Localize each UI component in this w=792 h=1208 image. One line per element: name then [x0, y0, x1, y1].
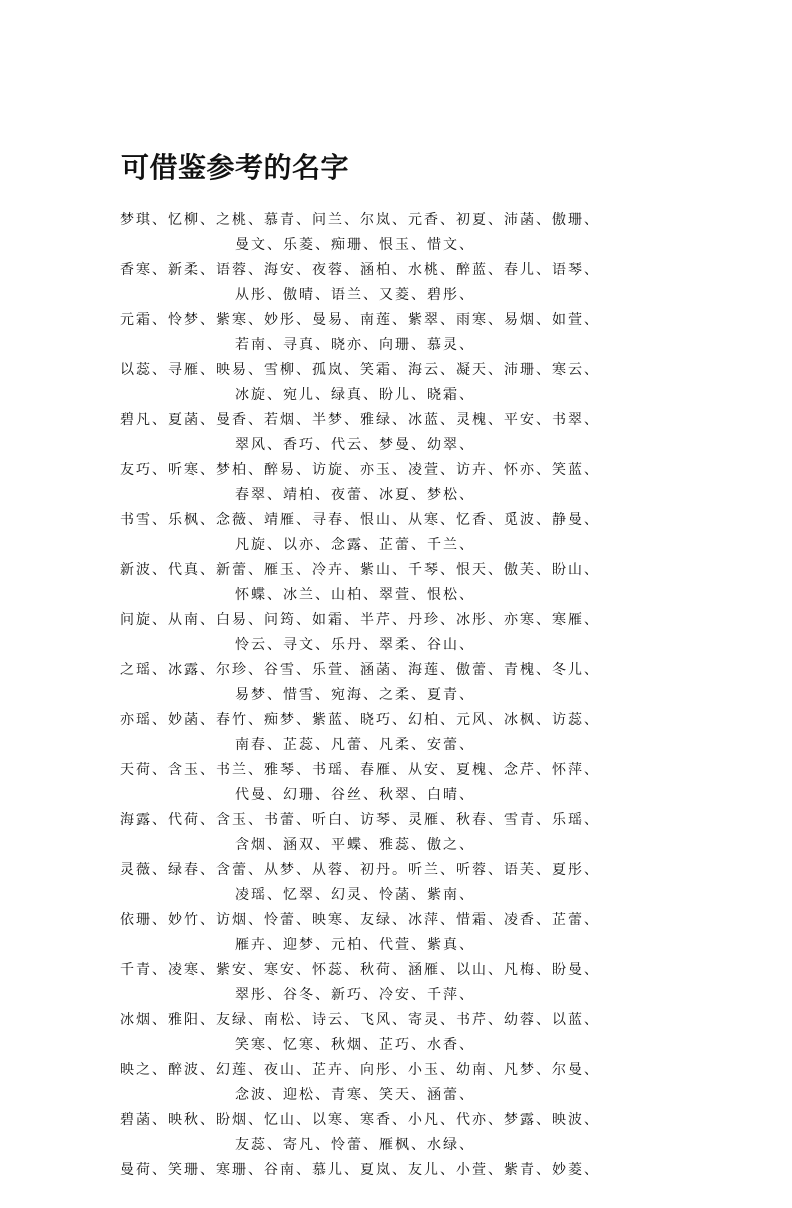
name-line-second: 冰旋、宛儿、绿真、盼儿、晓霜、 — [235, 386, 475, 403]
page-title: 可借鉴参考的名字 — [121, 151, 350, 184]
name-line-second: 凡旋、以亦、念露、芷蕾、千兰、 — [235, 536, 475, 553]
name-entry — [120, 558, 680, 608]
name-line-first: 书雪、乐枫、念薇、靖雁、寻春、恨山、从寒、忆香、觅波、静曼、 — [120, 512, 600, 528]
name-line-second: 代曼、幻珊、谷丝、秋翠、白晴、 — [235, 786, 475, 803]
name-line-first: 问旋、从南、白易、问筠、如霜、半芹、丹珍、冰彤、亦寒、寒雁、 — [120, 612, 600, 628]
name-line-first: 碧凡、夏菡、曼香、若烟、半梦、雅绿、冰蓝、灵槐、平安、书翠、 — [120, 412, 600, 428]
name-line-second: 友蕊、寄凡、怜蕾、雁枫、水绿、 — [235, 1136, 475, 1153]
name-entry — [120, 208, 680, 258]
name-line-first: 香寒、新柔、语蓉、海安、夜蓉、涵柏、水桃、醉蓝、春儿、语琴、 — [120, 262, 600, 278]
name-entry — [120, 858, 680, 908]
name-entry — [120, 708, 680, 758]
name-line-first: 曼荷、笑珊、寒珊、谷南、慕儿、夏岚、友儿、小萱、紫青、妙菱、 — [120, 1162, 600, 1178]
name-entry — [120, 258, 680, 308]
name-line-second: 怀蝶、冰兰、山柏、翠萱、恨松、 — [235, 586, 475, 603]
name-entry — [120, 1058, 680, 1108]
name-entry — [120, 958, 680, 1008]
name-line-first: 海露、代荷、含玉、书蕾、听白、访琴、灵雁、秋春、雪青、乐瑶、 — [120, 812, 600, 828]
name-line-first: 依珊、妙竹、访烟、怜蕾、映寒、友绿、冰萍、惜霜、凌香、芷蕾、 — [120, 912, 600, 928]
name-entry — [120, 658, 680, 708]
name-line-first: 映之、醉波、幻莲、夜山、芷卉、向彤、小玉、幼南、凡梦、尔曼、 — [120, 1062, 600, 1078]
name-line-first: 冰烟、雅阳、友绿、南松、诗云、飞风、寄灵、书芹、幼蓉、以蓝、 — [120, 1012, 600, 1028]
name-line-second: 含烟、涵双、平蝶、雅蕊、傲之、 — [235, 836, 475, 853]
name-line-first: 之瑶、冰露、尔珍、谷雪、乐萱、涵菡、海莲、傲蕾、青槐、冬儿、 — [120, 662, 600, 678]
name-line-second: 若南、寻真、晓亦、向珊、慕灵、 — [235, 336, 475, 353]
name-entry — [120, 758, 680, 808]
name-line-first: 千青、凌寒、紫安、寒安、怀蕊、秋荷、涵雁、以山、凡梅、盼曼、 — [120, 962, 600, 978]
name-line-first: 亦瑶、妙菡、春竹、痴梦、紫蓝、晓巧、幻柏、元风、冰枫、访蕊、 — [120, 712, 600, 728]
name-line-first: 友巧、听寒、梦柏、醉易、访旋、亦玉、凌萱、访卉、怀亦、笑蓝、 — [120, 462, 600, 478]
name-entry — [120, 1008, 680, 1058]
name-line-first: 以蕊、寻雁、映易、雪柳、孤岚、笑霜、海云、凝天、沛珊、寒云、 — [120, 362, 600, 378]
name-line-second: 翠彤、谷冬、新巧、冷安、千萍、 — [235, 986, 475, 1003]
name-entry — [120, 308, 680, 358]
name-line-second: 翠风、香巧、代云、梦曼、幼翠、 — [235, 436, 475, 453]
name-entry — [120, 408, 680, 458]
name-line-first: 天荷、含玉、书兰、雅琴、书瑶、春雁、从安、夏槐、念芹、怀萍、 — [120, 762, 600, 778]
name-line-second: 凌瑶、忆翠、幻灵、怜菡、紫南、 — [235, 886, 475, 903]
name-entry — [120, 608, 680, 658]
name-list — [120, 208, 680, 1208]
name-entry — [120, 1108, 680, 1158]
name-line-second: 笑寒、忆寒、秋烟、芷巧、水香、 — [235, 1036, 475, 1053]
name-line-second: 怜云、寻文、乐丹、翠柔、谷山、 — [235, 636, 475, 653]
name-line-second: 易梦、惜雪、宛海、之柔、夏青、 — [235, 686, 475, 703]
name-line-second: 曼文、乐菱、痴珊、恨玉、惜文、 — [235, 236, 475, 253]
name-line-second — [120, 1183, 680, 1208]
name-line-first: 灵薇、绿春、含蕾、从梦、从蓉、初丹。听兰、听蓉、语芙、夏彤、 — [120, 862, 600, 878]
name-line-second: 从彤、傲晴、语兰、又菱、碧彤、 — [235, 286, 475, 303]
name-line-first: 元霜、怜梦、紫寒、妙彤、曼易、南莲、紫翠、雨寒、易烟、如萱、 — [120, 312, 600, 328]
name-line-second: 春翠、靖柏、夜蕾、冰夏、梦松、 — [235, 486, 475, 503]
name-entry — [120, 1158, 680, 1208]
name-entry — [120, 908, 680, 958]
name-line-second: 念波、迎松、青寒、笑天、涵蕾、 — [235, 1086, 475, 1103]
name-entry — [120, 458, 680, 508]
name-line-second: 南春、芷蕊、凡蕾、凡柔、安蕾、 — [235, 736, 475, 753]
name-line-first: 碧菡、映秋、盼烟、忆山、以寒、寒香、小凡、代亦、梦露、映波、 — [120, 1112, 600, 1128]
name-entry — [120, 358, 680, 408]
name-line-first: 新波、代真、新蕾、雁玉、冷卉、紫山、千琴、恨天、傲芙、盼山、 — [120, 562, 600, 578]
name-entry — [120, 508, 680, 558]
name-line-first: 梦琪、忆柳、之桃、慕青、问兰、尔岚、元香、初夏、沛菡、傲珊、 — [120, 212, 600, 228]
name-entry — [120, 808, 680, 858]
name-line-second: 雁卉、迎梦、元柏、代萱、紫真、 — [235, 936, 475, 953]
